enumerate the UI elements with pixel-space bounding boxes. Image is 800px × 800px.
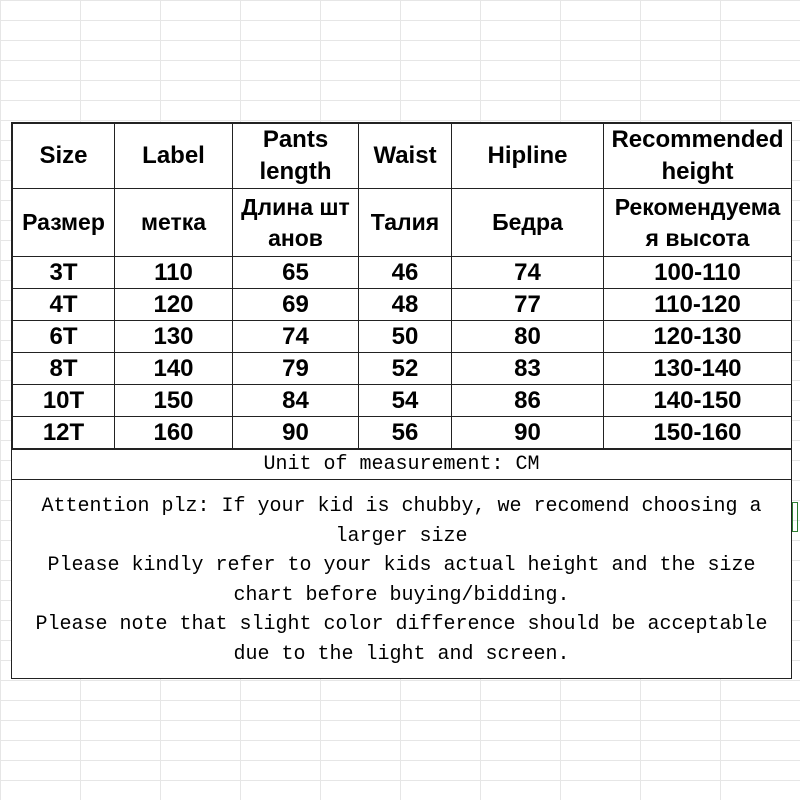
- cell-size: 6T: [13, 321, 115, 353]
- note-chubby: Attention plz: If your kid is chubby, we recomend choosing a larger size: [41, 495, 774, 548]
- cell-label: 160: [115, 417, 233, 449]
- note-color-difference: Please note that slight color difference should be acceptable due to the light and screen.: [35, 613, 780, 666]
- cell-label: 130: [115, 321, 233, 353]
- header-size-ru: Размер: [13, 189, 115, 257]
- cell-waist: 48: [359, 289, 452, 321]
- table-row: [13, 353, 792, 385]
- size-table: [12, 123, 792, 449]
- cell-recommended-height: 150-160: [604, 417, 792, 449]
- header-hipline: Hipline: [452, 124, 604, 189]
- header-row-russian: [13, 189, 792, 257]
- cell-size: 8T: [13, 353, 115, 385]
- cell-pants-length: 74: [233, 321, 359, 353]
- cell-recommended-height: 110-120: [604, 289, 792, 321]
- header-row-english: [13, 124, 792, 189]
- header-label: Label: [115, 124, 233, 189]
- cell-waist: 52: [359, 353, 452, 385]
- cell-label: 140: [115, 353, 233, 385]
- selected-cell-indicator: [792, 502, 798, 532]
- table-row: [13, 385, 792, 417]
- cell-size: 12T: [13, 417, 115, 449]
- cell-hipline: 83: [452, 353, 604, 385]
- header-pants-length: Pants length: [233, 124, 359, 189]
- cell-waist: 54: [359, 385, 452, 417]
- header-size: Size: [13, 124, 115, 189]
- cell-pants-length: 65: [233, 257, 359, 289]
- cell-hipline: 74: [452, 257, 604, 289]
- cell-waist: 46: [359, 257, 452, 289]
- cell-recommended-height: 140-150: [604, 385, 792, 417]
- cell-size: 10T: [13, 385, 115, 417]
- header-label-ru: метка: [115, 189, 233, 257]
- header-waist: Waist: [359, 124, 452, 189]
- cell-pants-length: 79: [233, 353, 359, 385]
- cell-size: 3T: [13, 257, 115, 289]
- cell-hipline: 90: [452, 417, 604, 449]
- cell-label: 110: [115, 257, 233, 289]
- table-row: [13, 417, 792, 449]
- header-recommended-height-ru: Рекомендуемая высота: [604, 189, 792, 257]
- table-row: [13, 257, 792, 289]
- cell-pants-length: 90: [233, 417, 359, 449]
- cell-recommended-height: 120-130: [604, 321, 792, 353]
- notes-section: [12, 479, 791, 675]
- table-row: [13, 321, 792, 353]
- cell-waist: 50: [359, 321, 452, 353]
- table-row: [13, 289, 792, 321]
- cell-size: 4T: [13, 289, 115, 321]
- cell-pants-length: 69: [233, 289, 359, 321]
- header-waist-ru: Талия: [359, 189, 452, 257]
- header-pants-length-ru: Длина штанов: [233, 189, 359, 257]
- header-recommended-height: Recommended height: [604, 124, 792, 189]
- header-hipline-ru: Бедра: [452, 189, 604, 257]
- size-chart: [11, 122, 792, 679]
- unit-of-measurement: Unit of measurement: CM: [12, 449, 791, 479]
- cell-hipline: 77: [452, 289, 604, 321]
- cell-label: 120: [115, 289, 233, 321]
- cell-pants-length: 84: [233, 385, 359, 417]
- cell-recommended-height: 130-140: [604, 353, 792, 385]
- cell-recommended-height: 100-110: [604, 257, 792, 289]
- note-refer-height: Please kindly refer to your kids actual height and the size chart before buying/bidding.: [47, 554, 768, 607]
- cell-hipline: 80: [452, 321, 604, 353]
- cell-label: 150: [115, 385, 233, 417]
- cell-hipline: 86: [452, 385, 604, 417]
- cell-waist: 56: [359, 417, 452, 449]
